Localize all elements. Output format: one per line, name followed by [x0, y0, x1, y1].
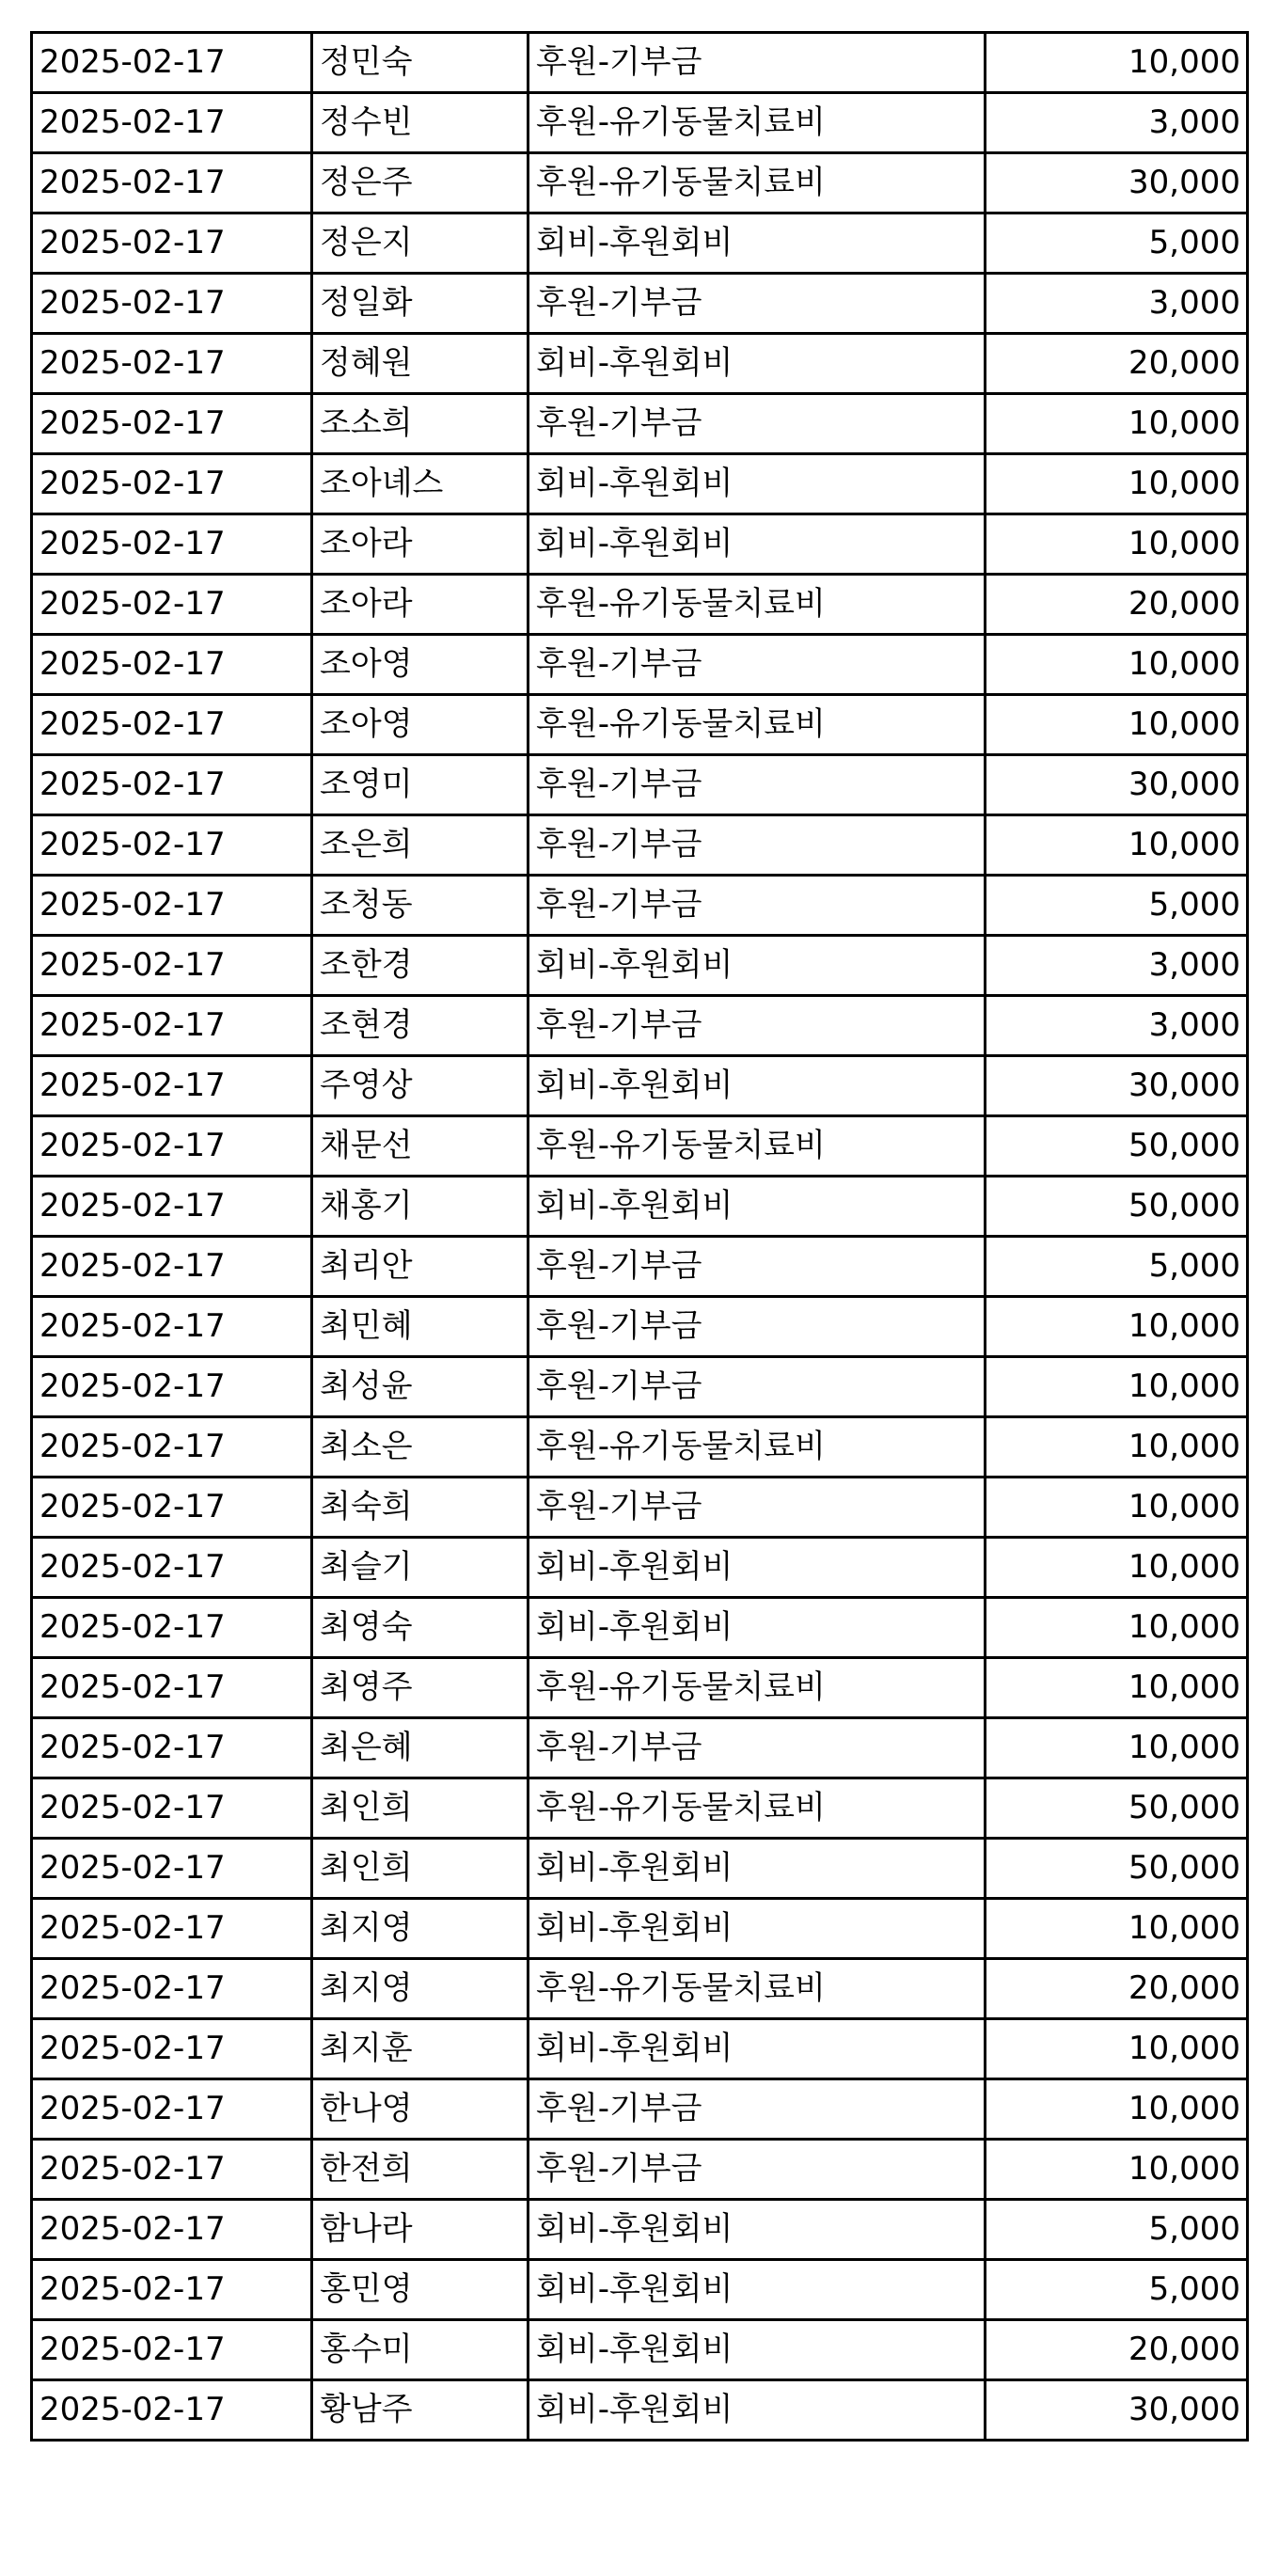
table-row — [32, 1839, 1248, 1899]
date-cell: 2025-02-17 — [32, 1658, 312, 1718]
table-row — [32, 1297, 1248, 1357]
amount-cell: 5,000 — [986, 2260, 1248, 2320]
name-cell: 한나영 — [312, 2079, 529, 2140]
amount-cell: 10,000 — [986, 1357, 1248, 1417]
name-cell: 정민숙 — [312, 33, 529, 93]
table-row — [32, 1598, 1248, 1658]
category-cell: 후원-유기동물치료비 — [529, 1658, 986, 1718]
date-cell: 2025-02-17 — [32, 1357, 312, 1417]
category-cell: 후원-기부금 — [529, 815, 986, 876]
name-cell: 최슬기 — [312, 1538, 529, 1598]
category-cell: 회비-후원회비 — [529, 2019, 986, 2079]
name-cell: 조아영 — [312, 695, 529, 755]
name-cell: 정일화 — [312, 274, 529, 334]
category-cell: 후원-기부금 — [529, 1478, 986, 1538]
name-cell: 정은지 — [312, 213, 529, 274]
date-cell: 2025-02-17 — [32, 1718, 312, 1778]
date-cell: 2025-02-17 — [32, 2200, 312, 2260]
amount-cell: 30,000 — [986, 153, 1248, 213]
category-cell: 후원-유기동물치료비 — [529, 695, 986, 755]
table-row — [32, 2079, 1248, 2140]
date-cell: 2025-02-17 — [32, 1116, 312, 1177]
table-row — [32, 1778, 1248, 1839]
date-cell: 2025-02-17 — [32, 2079, 312, 2140]
date-cell: 2025-02-17 — [32, 274, 312, 334]
category-cell: 후원-기부금 — [529, 1237, 986, 1297]
table-row — [32, 1538, 1248, 1598]
amount-cell: 3,000 — [986, 93, 1248, 153]
date-cell: 2025-02-17 — [32, 936, 312, 996]
name-cell: 최영숙 — [312, 1598, 529, 1658]
name-cell: 최소은 — [312, 1417, 529, 1478]
date-cell: 2025-02-17 — [32, 876, 312, 936]
table-row — [32, 93, 1248, 153]
name-cell: 함나라 — [312, 2200, 529, 2260]
table-row — [32, 1658, 1248, 1718]
name-cell: 조한경 — [312, 936, 529, 996]
date-cell: 2025-02-17 — [32, 153, 312, 213]
amount-cell: 10,000 — [986, 394, 1248, 454]
date-cell: 2025-02-17 — [32, 514, 312, 575]
category-cell: 후원-유기동물치료비 — [529, 575, 986, 635]
table-row — [32, 153, 1248, 213]
name-cell: 정은주 — [312, 153, 529, 213]
name-cell: 최숙희 — [312, 1478, 529, 1538]
date-cell: 2025-02-17 — [32, 1478, 312, 1538]
category-cell: 후원-기부금 — [529, 2140, 986, 2200]
table-row — [32, 876, 1248, 936]
date-cell: 2025-02-17 — [32, 2140, 312, 2200]
table-row — [32, 1417, 1248, 1478]
category-cell: 후원-기부금 — [529, 755, 986, 815]
amount-cell: 10,000 — [986, 1538, 1248, 1598]
name-cell: 최지훈 — [312, 2019, 529, 2079]
date-cell: 2025-02-17 — [32, 815, 312, 876]
amount-cell: 20,000 — [986, 334, 1248, 394]
amount-cell: 10,000 — [986, 1718, 1248, 1778]
amount-cell: 10,000 — [986, 2140, 1248, 2200]
amount-cell: 20,000 — [986, 575, 1248, 635]
category-cell: 후원-기부금 — [529, 1297, 986, 1357]
name-cell: 최인희 — [312, 1839, 529, 1899]
category-cell: 후원-기부금 — [529, 33, 986, 93]
category-cell: 회비-후원회비 — [529, 1839, 986, 1899]
table-row — [32, 1959, 1248, 2019]
date-cell: 2025-02-17 — [32, 635, 312, 695]
date-cell: 2025-02-17 — [32, 1297, 312, 1357]
amount-cell: 50,000 — [986, 1177, 1248, 1237]
date-cell: 2025-02-17 — [32, 1778, 312, 1839]
table-row — [32, 2320, 1248, 2380]
table-row — [32, 1899, 1248, 1959]
name-cell: 주영상 — [312, 1056, 529, 1116]
name-cell: 황남주 — [312, 2380, 529, 2441]
name-cell: 최지영 — [312, 1959, 529, 2019]
name-cell: 홍수미 — [312, 2320, 529, 2380]
name-cell: 조아녜스 — [312, 454, 529, 514]
date-cell: 2025-02-17 — [32, 2260, 312, 2320]
category-cell: 후원-기부금 — [529, 1357, 986, 1417]
amount-cell: 10,000 — [986, 1658, 1248, 1718]
amount-cell: 10,000 — [986, 635, 1248, 695]
amount-cell: 50,000 — [986, 1116, 1248, 1177]
table-row — [32, 1237, 1248, 1297]
table-row — [32, 1177, 1248, 1237]
amount-cell: 10,000 — [986, 454, 1248, 514]
category-cell: 회비-후원회비 — [529, 1899, 986, 1959]
date-cell: 2025-02-17 — [32, 93, 312, 153]
date-cell: 2025-02-17 — [32, 1237, 312, 1297]
date-cell: 2025-02-17 — [32, 695, 312, 755]
amount-cell: 5,000 — [986, 1237, 1248, 1297]
table-row — [32, 815, 1248, 876]
category-cell: 후원-기부금 — [529, 274, 986, 334]
category-cell: 후원-기부금 — [529, 876, 986, 936]
category-cell: 회비-후원회비 — [529, 2380, 986, 2441]
date-cell: 2025-02-17 — [32, 1598, 312, 1658]
name-cell: 조청동 — [312, 876, 529, 936]
table-row — [32, 695, 1248, 755]
name-cell: 최은혜 — [312, 1718, 529, 1778]
name-cell: 채홍기 — [312, 1177, 529, 1237]
amount-cell: 3,000 — [986, 996, 1248, 1056]
donation-ledger-table — [30, 31, 1249, 2442]
name-cell: 최지영 — [312, 1899, 529, 1959]
table-row — [32, 514, 1248, 575]
table-row — [32, 334, 1248, 394]
name-cell: 조소희 — [312, 394, 529, 454]
table-row — [32, 1116, 1248, 1177]
amount-cell: 30,000 — [986, 755, 1248, 815]
date-cell: 2025-02-17 — [32, 454, 312, 514]
date-cell: 2025-02-17 — [32, 2320, 312, 2380]
table-row — [32, 2019, 1248, 2079]
table-row — [32, 996, 1248, 1056]
amount-cell: 3,000 — [986, 936, 1248, 996]
category-cell: 회비-후원회비 — [529, 334, 986, 394]
table-row — [32, 1478, 1248, 1538]
amount-cell: 10,000 — [986, 815, 1248, 876]
date-cell: 2025-02-17 — [32, 213, 312, 274]
category-cell: 후원-유기동물치료비 — [529, 1959, 986, 2019]
amount-cell: 10,000 — [986, 33, 1248, 93]
name-cell: 정수빈 — [312, 93, 529, 153]
date-cell: 2025-02-17 — [32, 1417, 312, 1478]
date-cell: 2025-02-17 — [32, 394, 312, 454]
date-cell: 2025-02-17 — [32, 334, 312, 394]
table-row — [32, 454, 1248, 514]
amount-cell: 10,000 — [986, 2079, 1248, 2140]
date-cell: 2025-02-17 — [32, 996, 312, 1056]
table-row — [32, 1718, 1248, 1778]
category-cell: 회비-후원회비 — [529, 514, 986, 575]
name-cell: 홍민영 — [312, 2260, 529, 2320]
category-cell: 회비-후원회비 — [529, 2200, 986, 2260]
category-cell: 후원-유기동물치료비 — [529, 153, 986, 213]
category-cell: 회비-후원회비 — [529, 1177, 986, 1237]
name-cell: 조영미 — [312, 755, 529, 815]
name-cell: 조현경 — [312, 996, 529, 1056]
category-cell: 후원-유기동물치료비 — [529, 93, 986, 153]
table-row — [32, 213, 1248, 274]
category-cell: 회비-후원회비 — [529, 1538, 986, 1598]
category-cell: 회비-후원회비 — [529, 2260, 986, 2320]
category-cell: 후원-기부금 — [529, 394, 986, 454]
table-row — [32, 2380, 1248, 2441]
table-row — [32, 274, 1248, 334]
date-cell: 2025-02-17 — [32, 1899, 312, 1959]
category-cell: 후원-기부금 — [529, 1718, 986, 1778]
table-row — [32, 755, 1248, 815]
table-row — [32, 1056, 1248, 1116]
category-cell: 회비-후원회비 — [529, 936, 986, 996]
category-cell: 회비-후원회비 — [529, 1056, 986, 1116]
amount-cell: 10,000 — [986, 514, 1248, 575]
category-cell: 후원-기부금 — [529, 2079, 986, 2140]
table-row — [32, 635, 1248, 695]
amount-cell: 30,000 — [986, 2380, 1248, 2441]
table-row — [32, 2200, 1248, 2260]
table-row — [32, 575, 1248, 635]
name-cell: 최인희 — [312, 1778, 529, 1839]
category-cell: 후원-기부금 — [529, 996, 986, 1056]
date-cell: 2025-02-17 — [32, 1056, 312, 1116]
date-cell: 2025-02-17 — [32, 1177, 312, 1237]
amount-cell: 20,000 — [986, 1959, 1248, 2019]
amount-cell: 10,000 — [986, 1417, 1248, 1478]
table-row — [32, 2140, 1248, 2200]
date-cell: 2025-02-17 — [32, 2380, 312, 2441]
amount-cell: 10,000 — [986, 1297, 1248, 1357]
date-cell: 2025-02-17 — [32, 2019, 312, 2079]
name-cell: 최민혜 — [312, 1297, 529, 1357]
category-cell: 회비-후원회비 — [529, 454, 986, 514]
category-cell: 회비-후원회비 — [529, 1598, 986, 1658]
amount-cell: 3,000 — [986, 274, 1248, 334]
amount-cell: 30,000 — [986, 1056, 1248, 1116]
table-row — [32, 1357, 1248, 1417]
amount-cell: 5,000 — [986, 876, 1248, 936]
name-cell: 최성윤 — [312, 1357, 529, 1417]
table-row — [32, 2260, 1248, 2320]
name-cell: 조아영 — [312, 635, 529, 695]
amount-cell: 5,000 — [986, 2200, 1248, 2260]
name-cell: 채문선 — [312, 1116, 529, 1177]
amount-cell: 50,000 — [986, 1778, 1248, 1839]
name-cell: 최영주 — [312, 1658, 529, 1718]
category-cell: 회비-후원회비 — [529, 213, 986, 274]
name-cell: 조아라 — [312, 575, 529, 635]
date-cell: 2025-02-17 — [32, 755, 312, 815]
ledger-body — [32, 33, 1248, 2441]
category-cell: 후원-유기동물치료비 — [529, 1116, 986, 1177]
category-cell: 후원-유기동물치료비 — [529, 1778, 986, 1839]
amount-cell: 50,000 — [986, 1839, 1248, 1899]
category-cell: 회비-후원회비 — [529, 2320, 986, 2380]
date-cell: 2025-02-17 — [32, 1839, 312, 1899]
amount-cell: 10,000 — [986, 1598, 1248, 1658]
date-cell: 2025-02-17 — [32, 1538, 312, 1598]
table-row — [32, 936, 1248, 996]
amount-cell: 5,000 — [986, 213, 1248, 274]
category-cell: 후원-기부금 — [529, 635, 986, 695]
amount-cell: 10,000 — [986, 1478, 1248, 1538]
name-cell: 조아라 — [312, 514, 529, 575]
category-cell: 후원-유기동물치료비 — [529, 1417, 986, 1478]
name-cell: 조은희 — [312, 815, 529, 876]
name-cell: 정혜원 — [312, 334, 529, 394]
amount-cell: 10,000 — [986, 2019, 1248, 2079]
date-cell: 2025-02-17 — [32, 1959, 312, 2019]
name-cell: 최리안 — [312, 1237, 529, 1297]
date-cell: 2025-02-17 — [32, 33, 312, 93]
table-row — [32, 33, 1248, 93]
date-cell: 2025-02-17 — [32, 575, 312, 635]
table-row — [32, 394, 1248, 454]
name-cell: 한전희 — [312, 2140, 529, 2200]
amount-cell: 10,000 — [986, 1899, 1248, 1959]
amount-cell: 10,000 — [986, 695, 1248, 755]
amount-cell: 20,000 — [986, 2320, 1248, 2380]
